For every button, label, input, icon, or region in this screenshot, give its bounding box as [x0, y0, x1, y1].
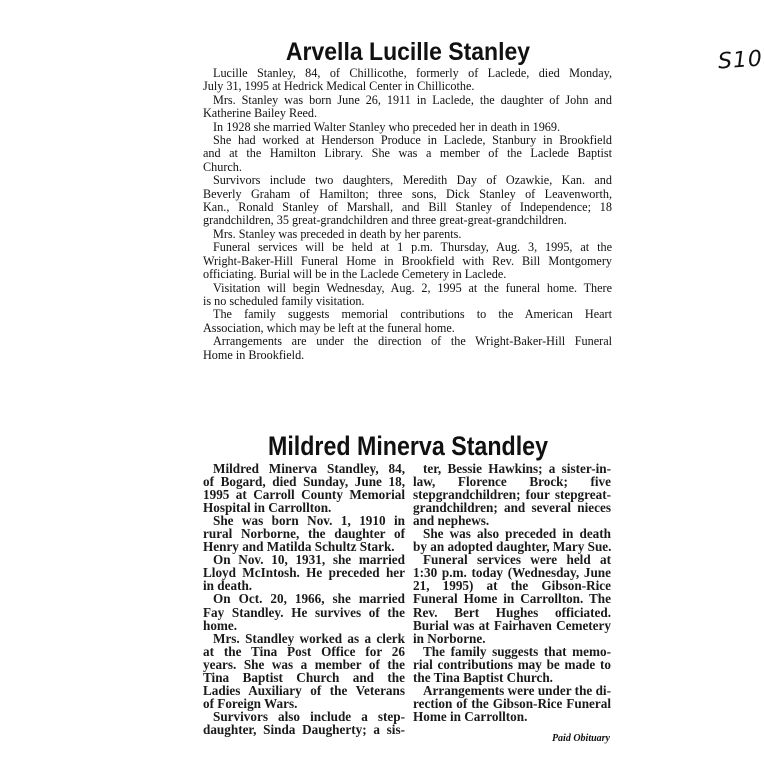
- text-line: grandchildren; and several nieces: [413, 500, 611, 516]
- text-line: In 1928 she married Walter Stanley who preceded her in death in 1969.: [213, 119, 561, 134]
- text-line: Mrs. Stanley was born June 26, 1911 in Laclede, the daughter of John and: [213, 92, 612, 107]
- text-line: law, Florence Brock; five: [413, 474, 611, 490]
- text-line: Kan., Ronald Stanley of Marshall, and Bill Stanley of Independence; 18: [203, 200, 612, 215]
- text-line: and nephews.: [413, 513, 490, 529]
- text-line: of Foreign Wars.: [203, 695, 298, 711]
- text-line: Survivors also include a step-: [213, 708, 405, 724]
- text-line: Katherine Bailey Reed.: [203, 106, 318, 121]
- text-line: of Bogard, died Sunday, June 18,: [203, 474, 405, 490]
- text-line: Visitation will begin Wednesday, Aug. 2, 1995 at the funeral home. There: [213, 280, 612, 295]
- text-line: Henry and Matilda Schultz Stark.: [203, 539, 395, 555]
- handwritten-page-number: S10: [717, 46, 764, 75]
- text-line: The family suggests that memo-: [423, 643, 611, 659]
- text-line: On Nov. 10, 1931, she married: [213, 552, 405, 568]
- text-line: years. She was a member of the: [203, 656, 405, 672]
- obituary-2-column-2: [413, 462, 611, 723]
- text-line: the Tina Baptist Church.: [413, 669, 553, 685]
- text-line: Arrangements are under the direction of the Wright-Baker-Hill Funeral: [213, 334, 612, 349]
- text-line: daughter, Sinda Daugherty; a sis-: [203, 721, 405, 737]
- text-line: Funeral services will be held at 1 p.m. Thursday, Aug. 3, 1995, at the: [213, 240, 612, 255]
- text-line: She was also preceded in death: [423, 526, 611, 542]
- text-line: Church.: [203, 159, 242, 174]
- text-line: The family suggests memorial contributions to the American Heart: [213, 307, 612, 322]
- obituary-2-column-1: [203, 462, 405, 736]
- text-line: Ladies Auxiliary of the Veterans: [203, 682, 405, 698]
- text-line: She was born Nov. 1, 1910 in: [213, 513, 405, 529]
- text-line: 1995 at Carroll County Memorial: [203, 487, 405, 503]
- paid-obituary-label: Paid Obituary: [551, 733, 610, 744]
- text-line: home.: [203, 617, 238, 633]
- text-line: at the Tina Post Office for 26: [203, 643, 405, 659]
- text-line: Rev. Bert Hughes officiated.: [413, 604, 611, 620]
- text-line: On Oct. 20, 1966, she married: [213, 591, 405, 607]
- text-line: July 31, 1995 at Hedrick Medical Center in Chillicothe.: [203, 79, 475, 94]
- text-line: stepgrandchildren; four stepgreat-: [413, 487, 611, 503]
- text-line: Burial was at Fairhaven Cemetery: [413, 617, 611, 633]
- text-line: Home in Carrollton.: [413, 708, 528, 724]
- obituary-1-body: [203, 67, 612, 362]
- text-line: rural Norborne, the daughter of: [203, 526, 405, 542]
- text-line: rection of the Gibson-Rice Funeral: [413, 695, 611, 711]
- obituary-1-title: Arvella Lucille Stanley: [285, 38, 531, 66]
- text-line: Wright-Baker-Hill Funeral Home in Brookfield with Rev. Bill Montgomery: [203, 253, 612, 268]
- text-line: 21, 1995) at the Gibson-Rice: [413, 578, 611, 594]
- text-line: ter, Bessie Hawkins; a sister-in-: [423, 461, 611, 476]
- text-line: Home in Brookfield.: [203, 347, 305, 362]
- text-line: Funeral services were held at: [423, 552, 611, 568]
- text-line: is no scheduled family visitation.: [203, 293, 365, 308]
- text-line: officiating. Burial will be in the Laclede Cemetery in Laclede.: [203, 267, 507, 282]
- text-line: Mrs. Standley worked as a clerk: [213, 630, 405, 646]
- text-line: Fay Standley. He survives of the: [203, 604, 405, 620]
- text-line: Lloyd McIntosh. He preceded her: [203, 565, 405, 581]
- text-line: in Norborne.: [413, 630, 486, 646]
- text-line: Association, which may be left at the funeral home.: [203, 320, 455, 335]
- text-line: Mrs. Stanley was preceded in death by her parents.: [213, 226, 462, 241]
- text-line: grandchildren, 35 great-grandchildren and three great-great-grandchildren.: [203, 213, 567, 228]
- text-line: Arrangements were under the di-: [423, 682, 611, 698]
- text-line: by an adopted daughter, Mary Sue.: [413, 539, 612, 555]
- text-line: Hospital in Carrollton.: [203, 500, 332, 516]
- text-line: rial contributions may be made to: [413, 656, 611, 672]
- text-line: Tina Baptist Church and the: [203, 669, 405, 685]
- obituary-2-title: Mildred Minerva Standley: [267, 431, 549, 461]
- text-line: and at the Hamilton Library. She was a member of the Laclede Baptist: [203, 146, 612, 161]
- text-line: Lucille Stanley, 84, of Chillicothe, formerly of Laclede, died Monday,: [213, 66, 612, 80]
- text-line: Mildred Minerva Standley, 84,: [213, 461, 405, 476]
- text-line: in death.: [203, 578, 253, 594]
- text-line: 1:30 p.m. today (Wednesday, June: [413, 565, 611, 581]
- text-line: She had worked at Henderson Produce in Laclede, Stanbury in Brookfield: [213, 133, 612, 148]
- text-line: Funeral Home in Carrollton. The: [413, 591, 611, 607]
- text-line: Survivors include two daughters, Meredith Day of Ozawkie, Kan. and: [213, 173, 612, 188]
- text-line: Beverly Graham of Hamilton; three sons, Dick Stanley of Leavenworth,: [203, 186, 612, 201]
